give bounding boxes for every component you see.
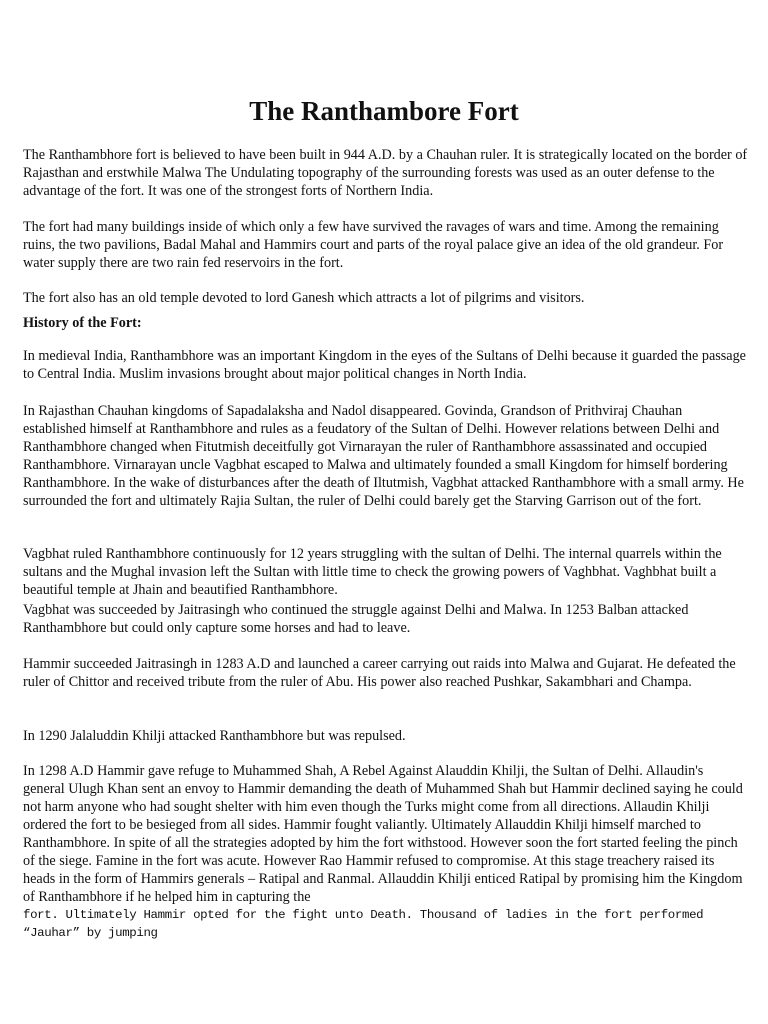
paragraph-buildings: The fort had many buildings inside of which only a few have survived the ravages of wars and time. Among the remaining ruins, the two pavilions, Badal Mahal and Hammirs court and parts of the royal palace give an idea of the old grandeur. For water supply there are two rain fed reservoirs in the fort. [23,219,724,271]
paragraph-siege: In 1298 A.D Hammir gave refuge to Muhammed Shah, A Rebel Against Alauddin Khilji, the Sultan of Delhi. Allaudin's general Ulugh Khan sent an envoy to Hammir demanding the death of Muhammed Shah but Hammir declined saying he could not harm anyone who had sought shelter with him even though the Turks might come from all directions. Allaudin Khilji ordered the fort to be besieged from all sides. Hammir fought valiantly. Ultimately Allauddin Khilji himself marched to Ranthambhore. In spite of all the strategies adopted by him the fort withstood. However soon the fort started feeling the pinch of the siege. Famine in the fort was acute. However Rao Hammir refused to compromise. At this stage treachery raised its heads in the form of Hammirs generals – Ratipal and Ranmal. Allauddin Khilji enticed Ratipal by promising him the Kingdom of Ranthambhore if he helped him in capturing the [23,763,743,905]
paragraph-jalaluddin: In 1290 Jalaluddin Khilji attacked Ranthambhore but was repulsed. [23,728,406,744]
paragraph-jaitrasingh: Vagbhat was succeeded by Jaitrasingh who continued the struggle against Delhi and Malwa. In 1253 Balban attacked Ranthambhore but could only capture some horses and had to leave. [23,602,689,636]
section-heading-history: History of the Fort: [23,315,142,331]
paragraph-temple: The fort also has an old temple devoted to lord Ganesh which attracts a lot of pilgrims and visitors. [23,290,585,306]
paragraph-vagbhat-ruled: Vagbhat ruled Ranthambhore continuously for 12 years struggling with the sultan of Delhi. The internal quarrels within the sultans and the Mughal invasion left the Sultan with little time to check the growing powers of Vaghbhat. Vaghbhat built a beautiful temple at Jhain and beautified Ranthambhore. [23,546,722,598]
line-fragment: fort. [23,908,59,922]
paragraph-hammir: Hammir succeeded Jaitrasingh in 1283 A.D and launched a career carrying out raids into Malwa and Gujarat. He defeated the ruler of Chittor and received tribute from the ruler of Abu. His power also reached Pushkar, Sakambhari and Champa. [23,656,736,690]
paragraph-intro: The Ranthambhore fort is believed to have been built in 944 A.D. by a Chauhan ruler. It is strategically located on the border of Rajasthan and erstwhile Malwa The Undulating topography of the surrounding forests was used as an outer defense to the advantage of the fort. It was one of the strongest forts of Northern India. [23,147,748,199]
line-fragment: Ultimately Hammir opted for the fight unto Death. Thousand of ladies in the fort performed “Jauhar” by jumping [23,908,704,940]
page-title: The Ranthambore Fort [249,96,519,126]
paragraph-medieval-india: In medieval India, Ranthambhore was an important Kingdom in the eyes of the Sultans of Delhi because it guarded the passage to Central India. Muslim invasions brought about major political changes in North India. [23,348,746,382]
paragraph-rajasthan-chauhan: In Rajasthan Chauhan kingdoms of Sapadalaksha and Nadol disappeared. Govinda, Grandson of Prithviraj Chauhan established himself at Ranthambhore and rules as a feudatory of the Sultan of Delhi. However relations between Delhi and Ranthambhore changed when Fitutmish deceitfully got Virnarayan the ruler of Ranthambhore assassinated and occupied Ranthambhore. Virnarayan uncle Vagbhat escaped to Malwa and ultimately founded a small Kingdom for himself bordering Ranthambhore. In the wake of disturbances after the death of Iltutmish, Vagbhat attacked Ranthambhore with a small army. He surrounded the fort and ultimately Rajia Sultan, the ruler of Delhi could barely get the Starving Garrison out of the fort. [23,403,744,509]
paragraph-siege-continued [23,906,748,942]
